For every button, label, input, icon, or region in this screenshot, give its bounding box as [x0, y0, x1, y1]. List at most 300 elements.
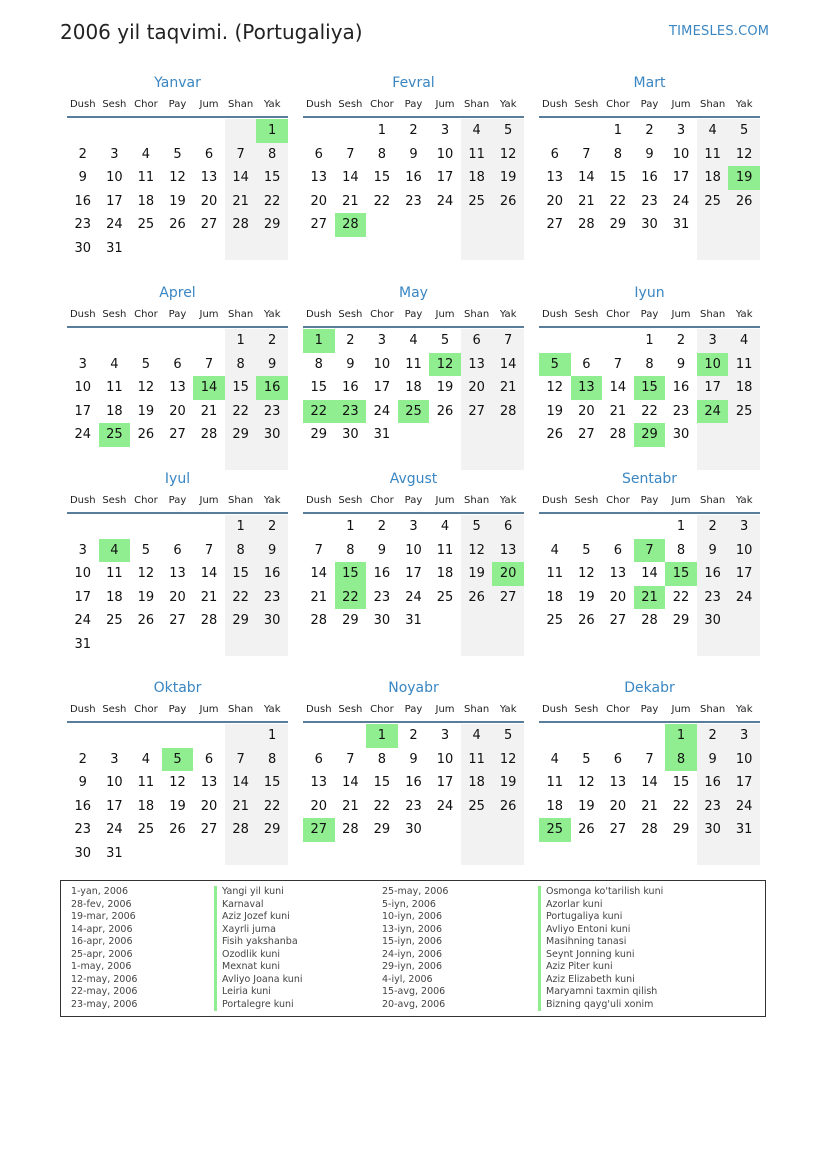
weekday-label: Dush: [541, 99, 568, 110]
legend-date: 19-mar, 2006: [71, 911, 136, 922]
day-cell: 5: [173, 146, 182, 162]
day-cell: 11: [137, 170, 155, 185]
legend-date: 5-iyn, 2006: [382, 898, 436, 910]
holiday-day-cell: 13: [571, 376, 603, 400]
day-cell: 2: [676, 333, 686, 348]
month-name: Noyabr: [388, 680, 439, 696]
day-cell: 13: [200, 170, 218, 185]
day-cell: 20: [200, 193, 218, 209]
day-cell: 3: [740, 519, 749, 534]
day-cell: 20: [578, 403, 595, 419]
day-cell: 26: [499, 193, 517, 209]
day-cell: 10: [672, 146, 690, 162]
day-cell: 7: [236, 751, 245, 767]
day-cell: 28: [578, 217, 595, 232]
day-cell: 21: [578, 193, 595, 209]
day-cell: 16: [74, 193, 92, 209]
day-cell: 6: [472, 333, 481, 348]
day-cell: 16: [373, 566, 391, 581]
legend-holiday-name: Aziz Piter kuni: [538, 961, 663, 974]
weekday-label: Shan: [464, 704, 490, 715]
legend-date: 28-fev, 2006: [71, 898, 132, 910]
weekday-label: Yak: [263, 495, 281, 506]
day-cell: 13: [546, 170, 564, 185]
legend-holiday-name: Yangi yil kuni: [214, 886, 303, 899]
weekday-label: Jum: [671, 495, 691, 506]
day-cell: 13: [499, 542, 517, 558]
day-cell: 31: [106, 240, 123, 256]
day-cell: 27: [200, 822, 218, 837]
day-cell: 11: [436, 542, 454, 558]
weekday-label: Shan: [228, 99, 254, 110]
day-cell: 1: [236, 519, 245, 534]
weekday-label: Yak: [499, 99, 517, 110]
day-cell: 28: [609, 427, 627, 442]
day-cell: 9: [409, 146, 418, 162]
day-cell: 17: [373, 380, 391, 395]
day-cell: 1: [236, 333, 245, 348]
day-cell: 29: [342, 613, 359, 628]
day-cell: 21: [310, 589, 328, 605]
day-cell: 24: [672, 193, 690, 209]
day-cell: 25: [468, 798, 485, 814]
day-cell: 26: [735, 193, 753, 209]
holiday-day-cell: 20: [492, 562, 524, 586]
day-cell: 10: [74, 566, 92, 581]
day-cell: 10: [735, 751, 753, 767]
weekday-label: Sesh: [574, 704, 599, 715]
holiday-day-cell: 1: [665, 724, 697, 748]
legend-date: 29-iyn, 2006: [382, 961, 443, 972]
day-grid: [67, 329, 288, 473]
legend-holiday-name: Maryamni taxmin qilish: [538, 986, 663, 999]
day-cell: 29: [672, 613, 690, 628]
day-cell: 17: [436, 775, 454, 790]
weekday-label: Pay: [640, 99, 659, 110]
day-cell: 26: [499, 798, 517, 814]
day-cell: 30: [672, 427, 690, 442]
day-cell: 2: [78, 751, 87, 767]
legend-date: 15-avg, 2006: [382, 986, 446, 997]
weekday-label: Shan: [700, 99, 726, 110]
holiday-day-cell: 22: [303, 400, 335, 424]
day-cell: 28: [200, 427, 218, 442]
weekday-label: Shan: [700, 495, 726, 506]
day-cell: 10: [735, 542, 753, 558]
day-cell: 12: [578, 775, 595, 790]
day-cell: 30: [342, 427, 359, 442]
legend-holiday-name: Avliyo Entoni kuni: [538, 924, 663, 937]
day-cell: 13: [609, 566, 627, 581]
legend-dates-right: [382, 886, 448, 1011]
weekday-label: Sesh: [338, 309, 363, 320]
day-cell: 24: [106, 217, 123, 232]
day-cell: 5: [582, 542, 591, 558]
day-cell: 30: [373, 613, 391, 628]
day-cell: 14: [342, 170, 359, 185]
day-cell: 31: [74, 636, 92, 652]
day-cell: 12: [546, 380, 564, 395]
day-cell: 23: [74, 217, 92, 232]
weekday-header: [303, 699, 524, 723]
day-grid: [303, 119, 524, 263]
month-name: Dekabr: [624, 680, 675, 696]
legend-date: 24-iyn, 2006: [382, 948, 443, 960]
weekday-label: Chor: [370, 704, 394, 715]
day-cell: 22: [609, 193, 627, 209]
day-cell: 13: [468, 356, 485, 372]
day-cell: 17: [735, 775, 753, 790]
holiday-day-cell: 8: [665, 748, 697, 772]
holiday-day-cell: 14: [193, 376, 225, 400]
weekday-label: Jum: [671, 704, 691, 715]
day-cell: 8: [645, 356, 654, 372]
weekday-header: [67, 699, 288, 723]
day-cell: 3: [78, 542, 87, 558]
holiday-day-cell: 28: [335, 213, 367, 237]
day-cell: 2: [377, 519, 387, 534]
day-cell: 17: [106, 798, 123, 814]
day-cell: 26: [137, 427, 155, 442]
day-cell: 19: [499, 775, 517, 790]
day-cell: 3: [110, 751, 119, 767]
day-cell: 16: [405, 170, 422, 185]
day-cell: 2: [645, 123, 654, 138]
day-cell: 24: [735, 589, 753, 605]
day-cell: 18: [546, 589, 564, 605]
legend-names-right: [538, 886, 663, 1011]
weekday-label: Pay: [640, 704, 659, 715]
day-cell: 10: [106, 170, 123, 185]
day-cell: 8: [676, 542, 686, 558]
day-cell: 18: [436, 566, 454, 581]
day-cell: 7: [582, 146, 591, 162]
day-cell: 11: [106, 566, 123, 581]
day-cell: 5: [440, 333, 450, 348]
day-cell: 14: [641, 566, 658, 581]
weekday-label: Chor: [370, 99, 394, 110]
day-cell: 12: [169, 170, 186, 185]
day-cell: 31: [735, 822, 753, 837]
legend-holiday-name: Leiria kuni: [214, 986, 303, 999]
day-cell: 27: [546, 217, 564, 232]
day-cell: 30: [74, 240, 92, 256]
weekday-label: Sesh: [102, 495, 127, 506]
day-cell: 25: [735, 403, 753, 419]
day-cell: 17: [436, 170, 454, 185]
weekday-label: Yak: [263, 99, 281, 110]
day-cell: 8: [236, 542, 245, 558]
weekday-header: [67, 490, 288, 514]
day-cell: 1: [268, 728, 277, 743]
day-cell: 21: [342, 798, 359, 814]
day-cell: 29: [232, 613, 249, 628]
day-cell: 14: [232, 170, 249, 185]
weekday-label: Shan: [228, 495, 254, 506]
day-cell: 13: [310, 775, 328, 790]
day-cell: 25: [468, 193, 485, 209]
day-cell: 30: [704, 822, 721, 837]
day-cell: 7: [613, 356, 623, 372]
weekday-label: Shan: [700, 704, 726, 715]
weekday-label: Pay: [168, 309, 187, 320]
day-cell: 12: [468, 542, 485, 558]
day-cell: 7: [204, 356, 214, 372]
day-cell: 4: [708, 123, 717, 138]
weekday-label: Chor: [606, 309, 630, 320]
weekday-label: Dush: [69, 309, 96, 320]
day-cell: 2: [346, 333, 355, 348]
day-cell: 9: [708, 751, 717, 767]
legend-holiday-name: Portugaliya kuni: [538, 911, 663, 924]
day-cell: 27: [609, 613, 627, 628]
day-cell: 21: [200, 589, 218, 605]
day-cell: 15: [232, 380, 249, 395]
day-cell: 14: [578, 170, 595, 185]
day-cell: 27: [310, 217, 328, 232]
weekday-label: Jum: [671, 309, 691, 320]
holiday-day-cell: 27: [303, 818, 335, 842]
day-cell: 9: [645, 146, 654, 162]
weekday-header: [539, 304, 760, 328]
day-cell: 6: [582, 356, 591, 372]
weekday-label: Dush: [305, 99, 332, 110]
day-cell: 1: [346, 519, 355, 534]
day-cell: 20: [546, 193, 564, 209]
weekday-label: Dush: [305, 495, 332, 506]
day-cell: 22: [232, 589, 249, 605]
day-cell: 15: [232, 566, 249, 581]
weekday-label: Yak: [735, 495, 753, 506]
day-cell: 4: [409, 333, 418, 348]
day-cell: 7: [346, 146, 355, 162]
brand-link[interactable]: TIMESLES.COM: [669, 24, 770, 39]
day-cell: 4: [472, 728, 481, 743]
day-cell: 6: [173, 356, 182, 372]
day-cell: 20: [609, 798, 627, 814]
day-cell: 17: [735, 566, 753, 581]
legend-holiday-name: Portalegre kuni: [214, 999, 303, 1012]
month-name: Fevral: [392, 75, 435, 91]
weekday-label: Yak: [499, 309, 517, 320]
day-cell: 29: [373, 822, 391, 837]
weekday-label: Chor: [134, 309, 158, 320]
day-cell: 12: [137, 380, 155, 395]
day-cell: 21: [200, 403, 218, 419]
weekday-label: Chor: [370, 495, 394, 506]
day-cell: 25: [106, 613, 123, 628]
day-cell: 26: [169, 217, 186, 232]
holiday-day-cell: 24: [697, 400, 729, 424]
day-cell: 25: [436, 589, 454, 605]
holiday-day-cell: 1: [303, 329, 335, 353]
weekday-label: Jum: [435, 99, 455, 110]
legend-date: 13-iyn, 2006: [382, 923, 443, 935]
day-cell: 17: [106, 193, 123, 209]
day-cell: 17: [74, 589, 92, 605]
weekday-label: Pay: [168, 704, 187, 715]
day-cell: 9: [346, 356, 355, 372]
day-cell: 25: [704, 193, 721, 209]
weekday-label: Yak: [263, 309, 281, 320]
day-cell: 7: [236, 146, 245, 162]
day-cell: 17: [704, 380, 721, 395]
day-cell: 16: [74, 798, 92, 814]
day-cell: 20: [169, 403, 186, 419]
day-cell: 23: [263, 589, 281, 605]
day-cell: 22: [373, 798, 391, 814]
weekday-label: Dush: [305, 309, 332, 320]
day-grid: [539, 515, 760, 659]
weekday-label: Chor: [370, 309, 394, 320]
day-cell: 11: [405, 356, 422, 372]
day-cell: 7: [346, 751, 355, 767]
weekday-label: Sesh: [338, 99, 363, 110]
day-cell: 24: [106, 822, 123, 837]
weekday-label: Pay: [404, 99, 423, 110]
day-cell: 22: [263, 193, 281, 209]
holiday-day-cell: 4: [99, 539, 131, 563]
weekday-label: Sesh: [574, 495, 599, 506]
weekday-label: Dush: [541, 309, 568, 320]
day-cell: 9: [676, 356, 686, 372]
day-cell: 8: [236, 356, 245, 372]
day-cell: 12: [137, 566, 155, 581]
day-cell: 22: [373, 193, 391, 209]
legend-holiday-name: Aziz Jozef kuni: [214, 911, 303, 924]
day-cell: 13: [609, 775, 627, 790]
weekday-label: Dush: [69, 99, 96, 110]
day-cell: 5: [141, 542, 151, 558]
day-cell: 5: [582, 751, 591, 767]
day-cell: 27: [169, 613, 186, 628]
day-cell: 10: [373, 356, 391, 372]
day-cell: 25: [137, 217, 155, 232]
day-cell: 3: [676, 123, 686, 138]
day-cell: 18: [106, 403, 123, 419]
day-cell: 10: [405, 542, 422, 558]
legend-date: 12-may, 2006: [71, 973, 138, 985]
day-cell: 14: [342, 775, 359, 790]
day-cell: 18: [468, 775, 485, 790]
page-title: 2006 yil taqvimi. (Portugaliya): [60, 20, 363, 44]
legend-date: 10-iyn, 2006: [382, 911, 443, 922]
day-cell: 29: [609, 217, 627, 232]
day-cell: 24: [74, 613, 92, 628]
legend-date: 23-may, 2006: [71, 998, 138, 1010]
day-grid: [539, 724, 760, 868]
month-name: Avgust: [389, 471, 438, 487]
month-block: [539, 72, 760, 263]
day-cell: 16: [672, 380, 690, 395]
weekday-label: Yak: [735, 99, 753, 110]
weekday-label: Pay: [640, 309, 659, 320]
day-cell: 6: [550, 146, 559, 162]
legend-holiday-name: Karnaval: [214, 899, 303, 912]
day-cell: 21: [232, 193, 249, 209]
month-name: Iyun: [634, 285, 665, 301]
day-cell: 21: [609, 403, 627, 419]
weekday-label: Dush: [305, 704, 332, 715]
weekday-label: Jum: [435, 495, 455, 506]
day-grid: [303, 515, 524, 659]
day-cell: 24: [373, 403, 391, 419]
day-cell: 5: [740, 123, 749, 138]
weekday-label: Sesh: [338, 495, 363, 506]
legend-date: 20-avg, 2006: [382, 998, 446, 1010]
day-cell: 14: [310, 566, 328, 581]
day-grid: [539, 119, 760, 263]
legend-holiday-name: Mexnat kuni: [214, 961, 303, 974]
day-cell: 23: [704, 798, 721, 814]
day-cell: 15: [263, 775, 281, 790]
holiday-day-cell: 10: [697, 353, 729, 377]
legend-date: 16-apr, 2006: [71, 936, 133, 947]
day-cell: 4: [550, 751, 559, 767]
day-cell: 19: [137, 589, 155, 605]
day-cell: 30: [263, 427, 281, 442]
month-name: Sentabr: [621, 471, 678, 487]
day-cell: 9: [377, 542, 387, 558]
holiday-day-cell: 15: [665, 562, 697, 586]
day-cell: 31: [405, 613, 422, 628]
day-cell: 6: [173, 542, 182, 558]
day-cell: 6: [504, 519, 513, 534]
weekday-label: Pay: [168, 99, 187, 110]
day-cell: 26: [578, 613, 595, 628]
day-cell: 19: [499, 170, 517, 185]
day-cell: 1: [645, 333, 654, 348]
day-cell: 17: [405, 566, 422, 581]
weekday-label: Yak: [735, 309, 753, 320]
day-cell: 30: [704, 613, 721, 628]
holiday-day-cell: 1: [256, 119, 288, 143]
legend-holiday-name: Aziz Elizabeth kuni: [538, 974, 663, 987]
day-cell: 31: [672, 217, 690, 232]
holiday-day-cell: 1: [366, 724, 398, 748]
weekday-label: Chor: [134, 704, 158, 715]
day-cell: 2: [268, 333, 277, 348]
day-cell: 4: [141, 751, 151, 767]
day-cell: 13: [169, 566, 186, 581]
day-cell: 15: [373, 775, 391, 790]
day-cell: 9: [268, 542, 277, 558]
weekday-label: Sesh: [574, 99, 599, 110]
day-cell: 22: [263, 798, 281, 814]
day-cell: 27: [578, 427, 595, 442]
day-cell: 17: [74, 403, 92, 419]
day-cell: 24: [405, 589, 422, 605]
day-cell: 28: [499, 403, 517, 419]
day-cell: 11: [468, 751, 485, 767]
month-name: Aprel: [159, 285, 196, 301]
day-cell: 7: [645, 751, 654, 767]
weekday-header: [303, 490, 524, 514]
weekday-label: Jum: [199, 309, 219, 320]
day-cell: 16: [704, 566, 721, 581]
month-block: [303, 282, 524, 473]
day-cell: 22: [672, 589, 690, 605]
day-cell: 18: [735, 380, 753, 395]
day-cell: 23: [263, 403, 281, 419]
day-cell: 5: [141, 356, 151, 372]
day-cell: 19: [578, 589, 595, 605]
weekday-label: Shan: [228, 704, 254, 715]
day-cell: 8: [268, 146, 277, 162]
day-cell: 22: [672, 798, 690, 814]
day-cell: 6: [204, 146, 214, 162]
day-cell: 20: [200, 798, 218, 814]
